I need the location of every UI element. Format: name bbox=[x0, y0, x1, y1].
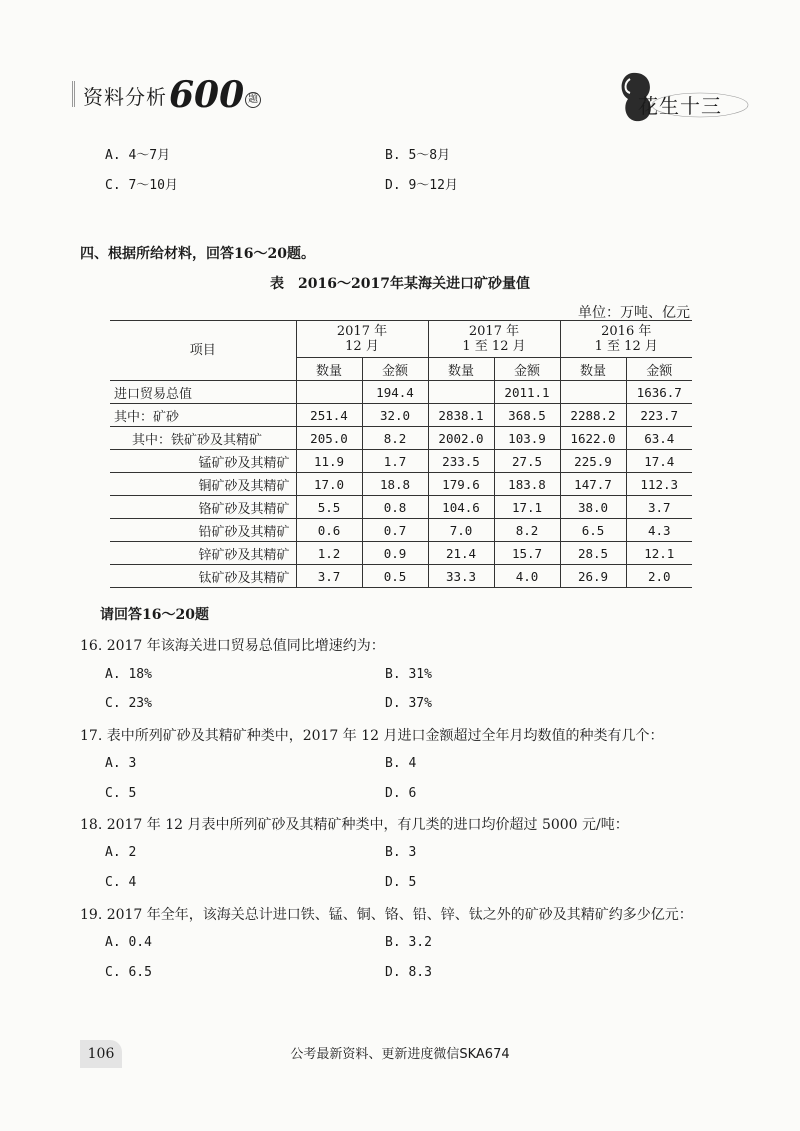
cell: 21.4 bbox=[428, 542, 494, 565]
cell: 2011.1 bbox=[494, 381, 560, 404]
prev-option-a: A. 4～7月 bbox=[105, 148, 171, 163]
cell: 223.7 bbox=[626, 404, 692, 427]
question-16: 16. 2017 年该海关进口贸易总值同比增速约为： bbox=[80, 638, 385, 654]
table-row bbox=[110, 427, 692, 450]
row-label: 铅矿砂及其精矿 bbox=[110, 519, 296, 542]
cell: 4.0 bbox=[494, 565, 560, 588]
row-label: 锌矿砂及其精矿 bbox=[110, 542, 296, 565]
cell: 28.5 bbox=[560, 542, 626, 565]
cell: 12.1 bbox=[626, 542, 692, 565]
table-row bbox=[110, 519, 692, 542]
q19-option-b: B. 3.2 bbox=[385, 935, 432, 950]
table-row bbox=[110, 450, 692, 473]
subheader-qty: 数量 bbox=[560, 358, 626, 381]
cell: 368.5 bbox=[494, 404, 560, 427]
cell: 26.9 bbox=[560, 565, 626, 588]
question-18: 18. 2017 年 12 月表中所列矿砂及其精矿种类中，有几类的进口均价超过 5000 元/吨： bbox=[80, 817, 629, 833]
subheader-qty: 数量 bbox=[296, 358, 362, 381]
q17-option-a: A. 3 bbox=[105, 756, 137, 771]
cell: 3.7 bbox=[296, 565, 362, 588]
header-group-2017-year: 2017 年 1 至 12 月 bbox=[428, 321, 560, 358]
row-label: 钛矿砂及其精矿 bbox=[110, 565, 296, 588]
q17-option-d: D. 6 bbox=[385, 786, 417, 801]
q18-option-b: B. 3 bbox=[385, 845, 417, 860]
q17-option-c: C. 5 bbox=[105, 786, 137, 801]
cell: 7.0 bbox=[428, 519, 494, 542]
q19-option-c: C. 6.5 bbox=[105, 965, 152, 980]
cell bbox=[296, 381, 362, 404]
q16-option-a: A. 18% bbox=[105, 667, 152, 682]
q19-option-a: A. 0.4 bbox=[105, 935, 152, 950]
cell: 15.7 bbox=[494, 542, 560, 565]
table-title: 表 2016～2017年某海关进口矿砂量值 bbox=[270, 276, 530, 292]
cell: 104.6 bbox=[428, 496, 494, 519]
subheader-amount: 金额 bbox=[494, 358, 560, 381]
cell: 2002.0 bbox=[428, 427, 494, 450]
cell: 3.7 bbox=[626, 496, 692, 519]
sub-title: 请回答16～20题 bbox=[100, 607, 209, 623]
cell: 225.9 bbox=[560, 450, 626, 473]
cell: 147.7 bbox=[560, 473, 626, 496]
cell: 6.5 bbox=[560, 519, 626, 542]
cell: 251.4 bbox=[296, 404, 362, 427]
cell: 1636.7 bbox=[626, 381, 692, 404]
q18-option-d: D. 5 bbox=[385, 875, 417, 890]
cell: 0.6 bbox=[296, 519, 362, 542]
cell: 0.7 bbox=[362, 519, 428, 542]
subheader-amount: 金额 bbox=[362, 358, 428, 381]
book-number: 600 bbox=[169, 74, 245, 116]
cell: 0.9 bbox=[362, 542, 428, 565]
cell: 11.9 bbox=[296, 450, 362, 473]
header-group-2017-dec: 2017 年 12 月 bbox=[296, 321, 428, 358]
cell: 63.4 bbox=[626, 427, 692, 450]
cell: 17.4 bbox=[626, 450, 692, 473]
cell: 33.3 bbox=[428, 565, 494, 588]
cell: 18.8 bbox=[362, 473, 428, 496]
cell: 205.0 bbox=[296, 427, 362, 450]
brand-logo bbox=[610, 65, 750, 125]
book-suffix: 题 bbox=[245, 92, 261, 108]
q16-option-c: C. 23% bbox=[105, 696, 152, 711]
subheader-amount: 金额 bbox=[626, 358, 692, 381]
section-title: 四、根据所给材料，回答16～20题。 bbox=[80, 246, 315, 262]
row-label: 铬矿砂及其精矿 bbox=[110, 496, 296, 519]
prev-option-d: D. 9～12月 bbox=[385, 178, 458, 193]
q18-option-c: C. 4 bbox=[105, 875, 137, 890]
header-divider bbox=[72, 81, 75, 107]
cell: 17.1 bbox=[494, 496, 560, 519]
cell: 2.0 bbox=[626, 565, 692, 588]
cell bbox=[428, 381, 494, 404]
cell: 194.4 bbox=[362, 381, 428, 404]
q18-option-a: A. 2 bbox=[105, 845, 137, 860]
row-label: 铜矿砂及其精矿 bbox=[110, 473, 296, 496]
row-label: 进口贸易总值 bbox=[110, 381, 296, 404]
row-label: 其中：矿砂 bbox=[110, 404, 296, 427]
table-row bbox=[110, 565, 692, 588]
cell: 179.6 bbox=[428, 473, 494, 496]
brand-name: 花生十三 bbox=[638, 94, 722, 118]
cell: 5.5 bbox=[296, 496, 362, 519]
cell: 1.2 bbox=[296, 542, 362, 565]
cell: 1622.0 bbox=[560, 427, 626, 450]
cell: 183.8 bbox=[494, 473, 560, 496]
cell: 103.9 bbox=[494, 427, 560, 450]
table-row bbox=[110, 381, 692, 404]
question-17: 17. 表中所列矿砂及其精矿种类中，2017 年 12 月进口金额超过全年月均数值的种类有几个： bbox=[80, 728, 664, 744]
prev-option-b: B. 5～8月 bbox=[385, 148, 451, 163]
cell: 17.0 bbox=[296, 473, 362, 496]
cell: 112.3 bbox=[626, 473, 692, 496]
q16-option-d: D. 37% bbox=[385, 696, 432, 711]
data-table bbox=[110, 320, 692, 588]
cell: 1.7 bbox=[362, 450, 428, 473]
table-row bbox=[110, 473, 692, 496]
cell: 2288.2 bbox=[560, 404, 626, 427]
q19-option-d: D. 8.3 bbox=[385, 965, 432, 980]
cell: 8.2 bbox=[362, 427, 428, 450]
q16-option-b: B. 31% bbox=[385, 667, 432, 682]
cell: 0.8 bbox=[362, 496, 428, 519]
footer-text: 公考最新资料、更新进度微信SKA674 bbox=[290, 1047, 510, 1062]
cell: 2838.1 bbox=[428, 404, 494, 427]
question-19: 19. 2017 年全年，该海关总计进口铁、锰、铜、铬、铅、锌、钛之外的矿砂及其精矿约多少亿元： bbox=[80, 907, 693, 923]
row-label: 其中：铁矿砂及其精矿 bbox=[110, 427, 296, 450]
header-item: 项目 bbox=[110, 321, 296, 381]
cell: 0.5 bbox=[362, 565, 428, 588]
cell: 8.2 bbox=[494, 519, 560, 542]
subheader-qty: 数量 bbox=[428, 358, 494, 381]
book-header bbox=[72, 74, 261, 116]
page-number: 106 bbox=[80, 1040, 122, 1068]
cell: 32.0 bbox=[362, 404, 428, 427]
cell: 38.0 bbox=[560, 496, 626, 519]
book-title: 资料分析 bbox=[83, 85, 167, 109]
table-unit: 单位：万吨、亿元 bbox=[578, 305, 690, 321]
header-group-2016-year: 2016 年 1 至 12 月 bbox=[560, 321, 692, 358]
cell: 4.3 bbox=[626, 519, 692, 542]
table-row bbox=[110, 496, 692, 519]
prev-option-c: C. 7～10月 bbox=[105, 178, 178, 193]
cell: 233.5 bbox=[428, 450, 494, 473]
table-row bbox=[110, 404, 692, 427]
cell bbox=[560, 381, 626, 404]
table-row bbox=[110, 542, 692, 565]
cell: 27.5 bbox=[494, 450, 560, 473]
q17-option-b: B. 4 bbox=[385, 756, 417, 771]
row-label: 锰矿砂及其精矿 bbox=[110, 450, 296, 473]
